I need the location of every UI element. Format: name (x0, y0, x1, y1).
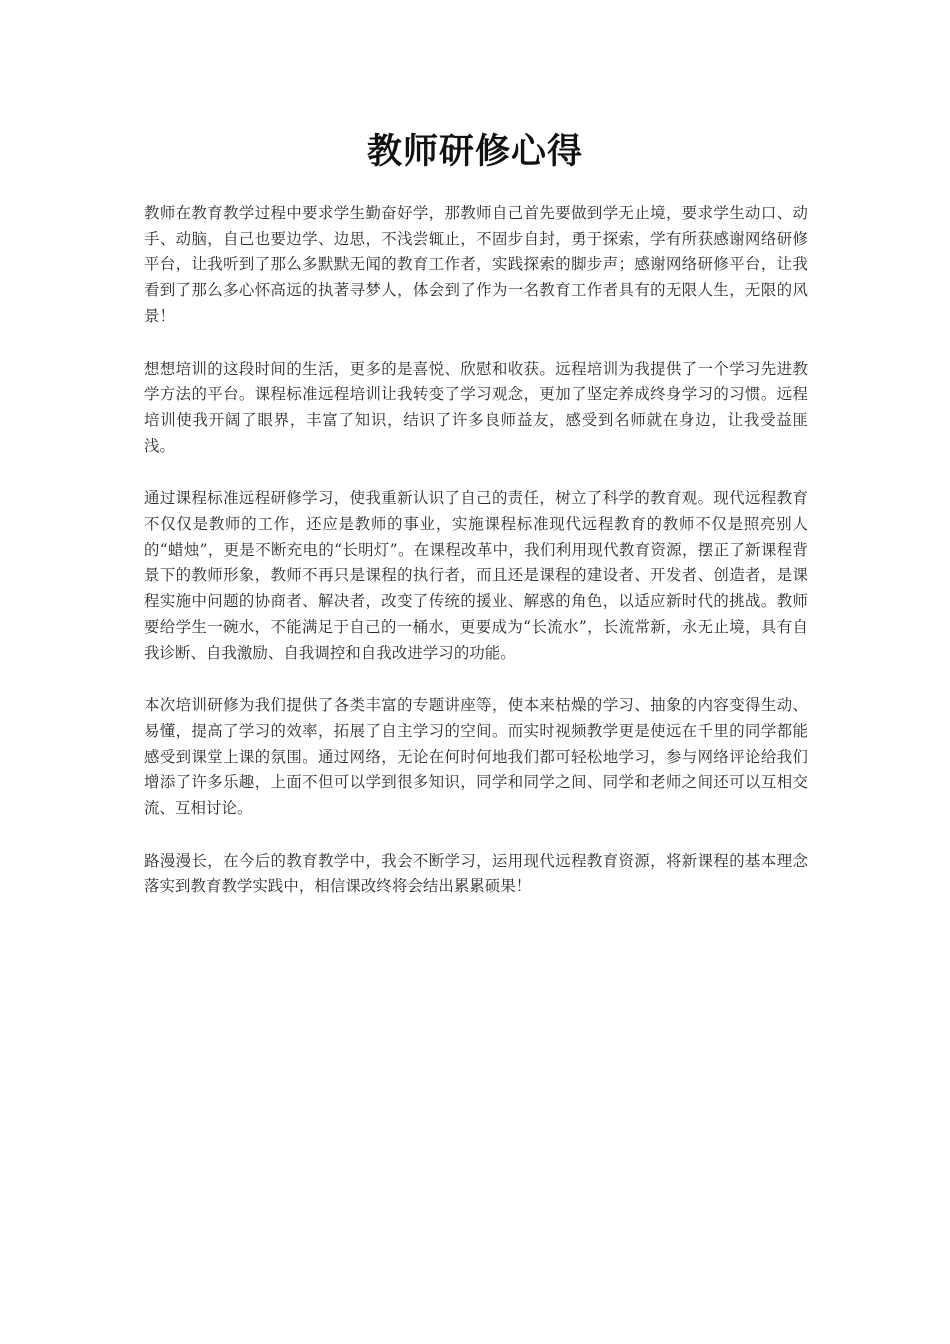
paragraph-1: 教师在教育教学过程中要求学生勤奋好学，那教师自己首先要做到学无止境，要求学生动口、动手、动脑，自己也要边学、边思，不浅尝辄止，不固步自封，勇于探索，学有所获感谢网络研修平台，让我听到了那么多默默无闻的教育工作者，实践探索的脚步声；感谢网络研修平台，让我看到了那么多心怀高远的执著寻梦人，体会到了作为一名教育工作者具有的无限人生，无限的风景！ (144, 204, 808, 325)
paragraph-4: 本次培训研修为我们提供了各类丰富的专题讲座等，使本来枯燥的学习、抽象的内容变得生动、易懂，提高了学习的效率，拓展了自主学习的空间。而实时视频教学更是使远在千里的同学都能感受到课堂上课的氛围。通过网络，无论在何时何地我们都可轻松地学习，参与网络评论给我们增添了许多乐趣，上面不但可以学到很多知识，同学和同学之间、同学和老师之间还可以互相交流、互相讨论。 (144, 696, 808, 818)
paragraph-2: 想想培训的这段时间的生活，更多的是喜悦、欣慰和收获。远程培训为我提供了一个学习先进教学方法的平台。课程标准远程培训让我转变了学习观念，更加了坚定养成终身学习的习惯。远程培训使我开阔了眼界，丰富了知识，结识了许多良师益友，感受到名师就在身边，让我受益匪浅。 (144, 359, 808, 455)
paragraph-3: 通过课程标准远程研修学习，使我重新认识了自己的责任，树立了科学的教育观。现代远程教育不仅仅是教师的工作，还应是教师的事业，实施课程标准现代远程教育的教师不仅是照亮别人的“蜡烛”，更是不断充电的“长明灯”。在课程改革中，我们利用现代教育资源，摆正了新课程背景下的教师形象，教师不再只是课程的执行者，而且还是课程的建设者、开发者、创造者，是课程实施中问题的协商者、解决者，改变了传统的援业、解惑的角色，以适应新时代的挑战。教师要给学生一碗水，不能满足于自己的一桶水，更要成为“长流水”，长流常新，永无止境，具有自我诊断、自我激励、自我调控和自我改进学习的功能。 (144, 489, 808, 662)
document-title: 教师研修心得 (366, 132, 583, 172)
paragraph-5: 路漫漫长，在今后的教育教学中，我会不断学习，运用现代远程教育资源，将新课程的基本理念落实到教育教学实践中，相信课改终将会结出累累硕果！ (144, 851, 808, 896)
document-body (144, 201, 808, 927)
